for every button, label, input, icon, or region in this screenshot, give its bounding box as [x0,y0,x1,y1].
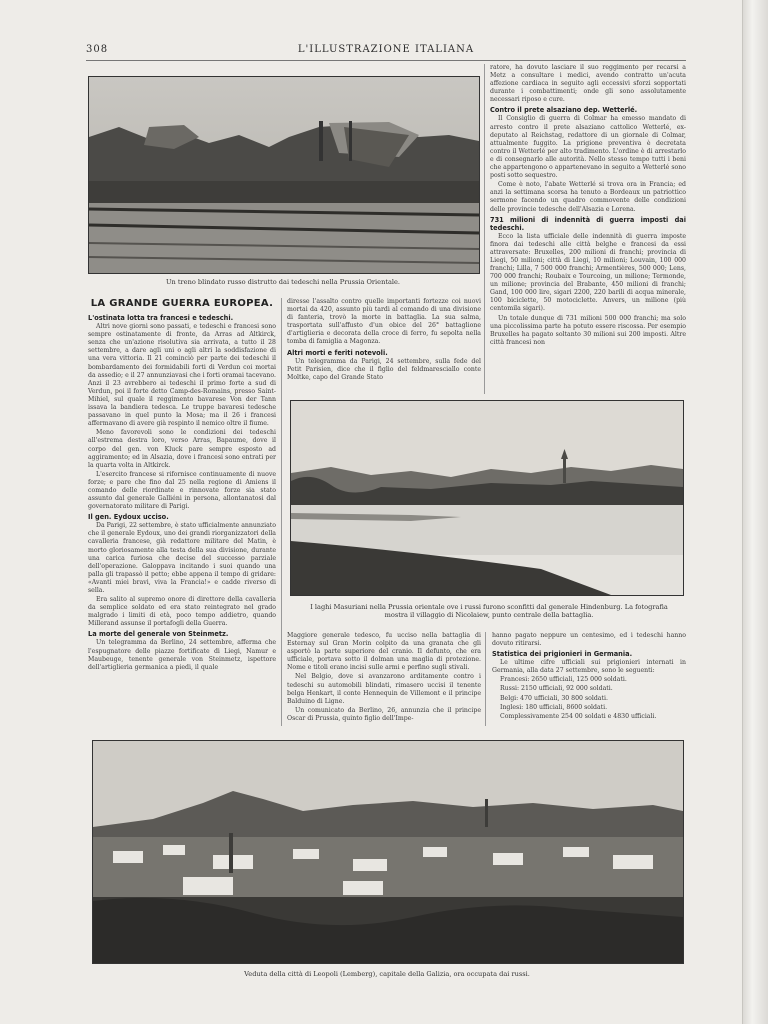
statistic-line: Inglesi: 180 ufficiali, 8600 soldati. [500,703,608,711]
paragraph: diresse l'assalto contro quelle importanti fortezze coi nuovi mortai da 420, assunto più tardi al comando di una divisione di fanteria, trovò la morte in battaglia. La sua salma, trasportata sull'affusto d'un obice del 26° battaglione d'artiglieria e decorata della croce di ferro, fu sepolta nella tomba di famiglia a Magonza. [287,298,481,346]
statistic-line: Belgi: 470 ufficiali, 30 800 soldati. [500,694,608,702]
column-divider [281,298,282,726]
running-title: L'ILLUSTRAZIONE ITALIANA [297,44,475,55]
page-number: 308 [86,44,109,55]
paragraph: Da Parigi, 22 settembre, è stato ufficialmente annunziato che il generale Eydoux, uno dei grandi riorganizzatori della cavalleria francese, già redattore militare del Matin, è morto gloriosamente alla testa della sua divisione, durante una carica furiosa che decise del successo parziale dell'operazione. Galoppava incitando i suoi quando una palla gli trapassò il petto; ebbe appena il tempo di gridare: «Avanti miei bravi, viva la Francia!» e cadde riverso di sella. [88,522,276,594]
column-lower-right [492,632,686,722]
paragraph: Meno favorevoli sono le condizioni dei tedeschi all'estrema destra loro, verso Arras, Bapaume, dove il corpo del gen. von Kluck pare sempre esposto ad aggiramento; ed in Alsazia, dove i francesi sono entrati per la quarta volta in Altkirck. [88,429,276,469]
lemberg-panorama-photo [92,740,684,964]
binding-edge [742,0,768,1024]
paragraph: Nel Belgio, dove si avanzarono arditamente contro i tedeschi su automobili blindati, rimasero uccisi il tenente belga Henkart, il conte Hennequin de Villemont e il principe Balduino di Ligne. [287,673,481,705]
lakes-photo-caption: I laghi Masuriani nella Prussia orientale ove i russi furono sconfitti dal generale Hindenburg. La fotografia mostra il villaggio di Nicolaiew, punto centrale della battaglia. [310,603,668,620]
paragraph: Come è noto, l'abate Wetterlé si trova ora in Francia; ed anzi la settimana scorsa ha tenuto a Bordeaux un patriottico sermone facendo un quadro commovente delle condizioni delle provincie tedesche dell'Alsazia e Lorena. [490,181,686,213]
paragraph: Un totale dunque di 731 milioni 500 000 franchi; ma solo una piccolissima parte ha potuto essere riscossa. Per esempio Bruxelles ha pagato soltanto 30 milioni sui 200 imposti. Altre città francesi non [490,314,686,346]
city-photo-caption: Veduta della città di Leopoli (Lemberg), capitale della Galizia, ora occupata dai russi. [244,970,530,978]
armored-train-photo [88,76,480,274]
column-lower-middle [287,632,481,724]
header-rule [86,60,686,61]
paragraph: Il Consiglio di guerra di Colmar ha emesso mandato di arresto contro il prete alsaziano cattolico Wetterlé, ex-deputato al Reichstag, redattore di un giornale di Colmar, attualmente fuggito. La prigione preventiva è decretata contro il Wetterlé per alto tradimento. L'ordine è di arrestarlo e di consegnarlo alle autorità. Nello stesso tempo tutti i beni che appartengono o appartenevano in seguito a Wetterlé sono posti sotto sequestro. [490,115,686,180]
subheading: L'ostinata lotta tra francesi e tedeschi. [88,314,234,323]
paragraph: L'esercito francese si rifornisce continuamente di nuove forze; e pare che fino dal 25 nella regione di Amiens il comando delle riordinate e rinnovate forze sia stato assunto dal generale Galliéni in persona, allontanatosi dal governatorato militare di Parigi. [88,470,276,511]
paragraph: Altri nove giorni sono passati, e tedeschi e francesi sono sempre ostinatamente di fronte, da Arras ad Altkirck, senza che un'azione risolutiva sia arrivata, a tutto il 28 settembre, a dare agli uni o agli altri la soddisfazione di una vera vittoria. Il 21 cominciò per parte dei tedeschi il bombardamento dei formidabili forti di Verdun coi mortai da assedio; e il 27 annunziavasi che i forti oramai tacevano. Anzi il 23 avrebbero ai tedeschi il primo forte a sud di Verdun, poi il forte detto Camp-des-Romains, presso Saint-Mihiel, sul quale il reggimento bavarese Von der Tann issava la bandiera tedesca. Le truppe bavaresi tedesche passavano in quel punto la Mosa; ma il 26 i francesi affermavano di avere già respinto il nemico oltre il fiume. [88,323,276,428]
column-middle [287,298,481,383]
column-divider [484,64,485,394]
subheading: Contro il prete alsaziano dep. Wetterlé. [490,106,638,115]
paragraph: Era salito al supremo onore di direttore della cavalleria da semplice soldato ed era stato reintegrato nel grado malgrado i limiti di età, poco tempo addietro, quando Millerand assunse il portafogli della Guerra. [88,596,276,628]
masurian-lakes-photo [290,400,684,596]
paragraph: Un comunicato da Berlino, 26, annunzia che il principe Oscar di Prussia, quinto figlio dell'Impe- [287,706,481,722]
paragraph: Un telegramma da Parigi, 24 settembre, sulla fede del Petit Parisien, dice che il figlio del feldmaresciallo conte Moltke, capo del Grande Stato [287,357,481,381]
subheading: Statistica dei prigionieri in Germania. [492,650,633,659]
subheading: La morte del generale von Steinmetz. [88,630,229,639]
article-title: LA GRANDE GUERRA EUROPEA. [90,298,274,309]
subheading: Altri morti e feriti notevoli. [287,348,388,357]
paragraph: Le ultime cifre ufficiali sui prigionieri internati in Germania, alla data 27 settembre, sono le seguenti: [492,659,686,675]
paragraph: Un telegramma da Berlino, 24 settembre, afferma che l'espugnatore delle piazze fortificate di Liegi, Namur e Maubeuge, tenente generale von Steinmetz, ispettore dell'artiglieria germanica a piedi, il quale [88,639,276,671]
statistic-line: Complessivamente 254 00 soldati e 4830 ufficiali. [500,712,657,720]
statistic-line: Russi: 2150 ufficiali, 92 000 soldati. [500,685,613,693]
train-photo-caption: Un treno blindato russo distrutto dai tedeschi nella Prussia Orientale. [165,278,401,286]
page-header [86,44,686,58]
subheading: 731 milioni di indennità di guerra imposti dai tedeschi. [490,215,686,232]
column-divider [485,632,486,726]
paragraph: Ecco la lista ufficiale delle indennità di guerra imposte finora dai tedeschi alle città belghe e francesi da essi attraversate: Bruxelles, 200 milioni di franchi; provincia di Liegi, 50 milioni; città di Liegi, 10 milioni; Louvain, 100 000 franchi; Lilla, 7 500 000 franchi; Armentières, 500 000; Lens, 700 000 franchi; Roubaix e Tourcoing, un milione; Termonde, un milione; provincia del Brabante, 450 milioni di franchi; Gand, 100 000 lire, sigari 2200, 220 barili di acqua minerale, 100 biciclette, 50 motociclette. Anvers, un milione (più centomila sigari). [490,232,686,313]
statistic-line: Francesi: 2650 ufficiali, 125 000 soldati. [500,676,627,684]
column-top-right [490,64,686,348]
column-left [88,298,276,673]
paragraph: ratore, ha dovuto lasciare il suo reggimento per recarsi a Metz a consultare i medici, avendo contratto un'acuta affezione cardiaca in seguito agli eccessivi sforzi sopportati durante i combattimenti; onde gli sono assolutamente necessari riposo e cure. [490,64,686,104]
subheading: Il gen. Eydoux ucciso. [88,513,169,522]
paragraph: Maggiore generale tedesco, fu ucciso nella battaglia di Esternay sul Gran Morin colpito da una granata che gli asportò la parte superiore del cranio. Il defunto, che era ufficiale, portava sotto il dolman una maglia di protezione. Nome e titoli erano incisi sulle armi e perfino sugli stivali. [287,632,481,672]
paragraph: hanno pagato neppure un centesimo, ed i tedeschi hanno dovuto ritirarsi. [492,632,686,648]
